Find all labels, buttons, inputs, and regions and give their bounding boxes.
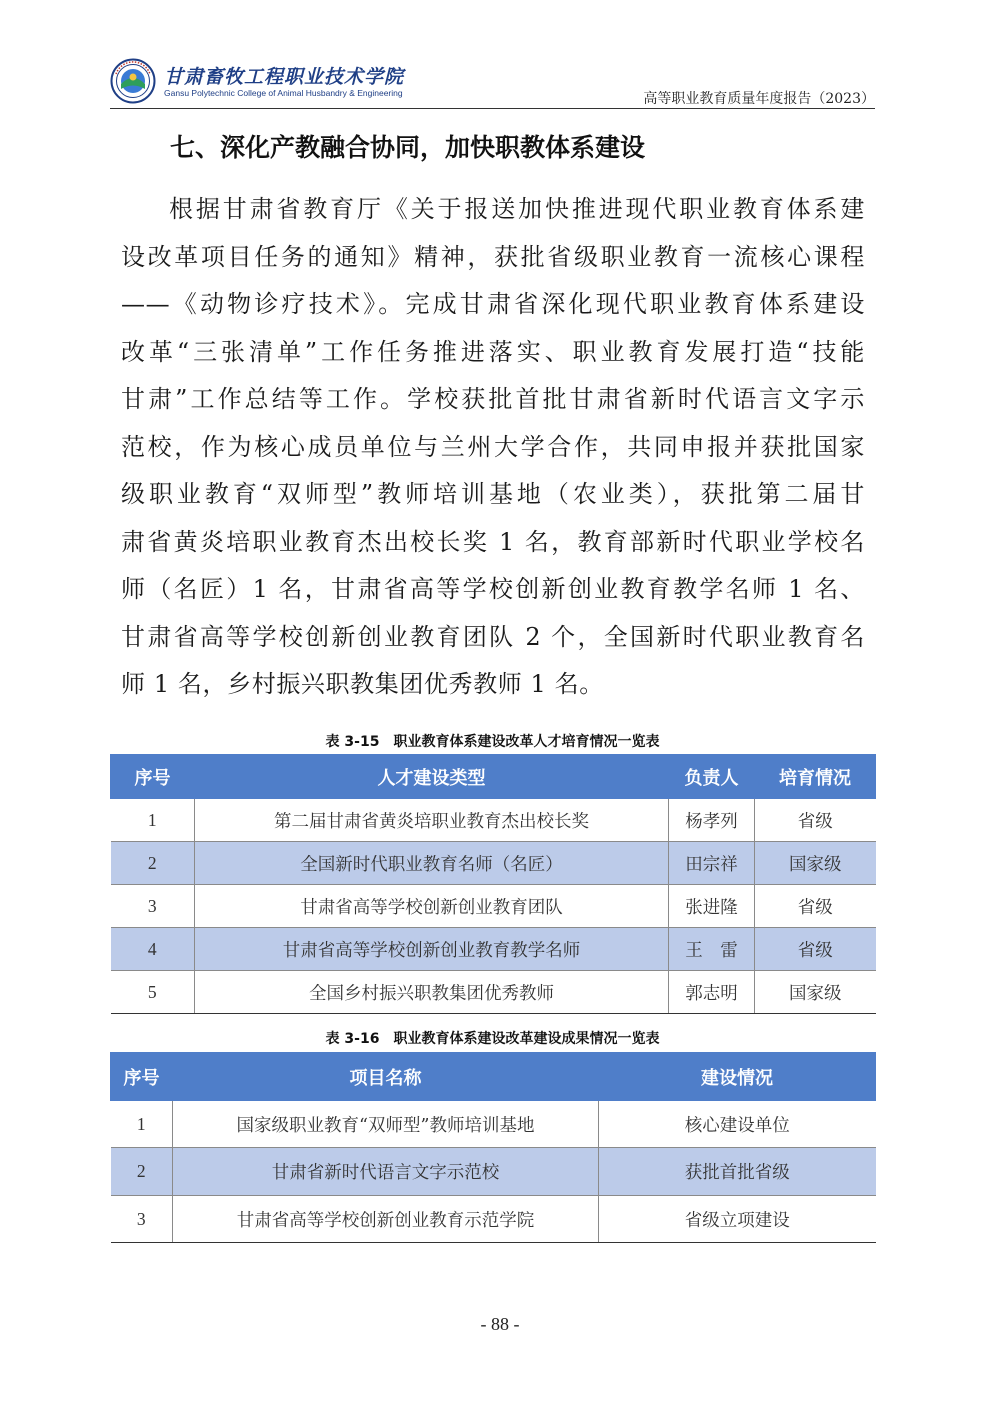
report-title: 高等职业教育质量年度报告（2023） [643,91,875,107]
paragraph-line: 师 1 名，乡村振兴职教集团优秀教师 1 名。 [121,670,604,698]
table-cell: 全国乡村振兴职教集团优秀教师 [195,971,669,1014]
column-header: 负责人 [669,755,755,799]
table-row [111,928,876,971]
table-cell: 省级立项建设 [599,1196,876,1243]
body-paragraph [121,186,865,709]
table-cell: 2 [111,842,195,885]
table-cell: 甘肃省高等学校创新创业教育团队 [195,885,669,928]
table-cell: 5 [111,971,195,1014]
table-header-row [111,755,876,799]
paragraph-line: 范校，作为核心成员单位与兰州大学合作，共同申报并获批国家 [121,432,865,461]
table-row [111,1101,876,1148]
column-header: 培育情况 [755,755,876,799]
section-heading: 七、深化产教融合协同，加快职教体系建设 [170,133,646,162]
table-row [111,799,876,842]
table-row [111,1196,876,1243]
column-header: 序号 [111,1053,173,1101]
paragraph-line: 甘肃”工作总结等工作。学校获批首批甘肃省新时代语言文字示 [121,385,865,413]
paragraph-line: ——《动物诊疗技术》。完成甘肃省深化现代职业教育体系建设 [121,290,865,318]
table-cell: 1 [111,799,195,842]
table-cell: 3 [111,1196,173,1243]
table-cell: 省级 [755,885,876,928]
column-header: 建设情况 [599,1053,876,1101]
talent-table [110,754,876,1014]
table1-caption: 表 3-15 职业教育体系建设改革人才培育情况一览表 [325,734,660,750]
table-cell: 第二届甘肃省黄炎培职业教育杰出校长奖 [195,799,669,842]
paragraph-line: 甘肃省高等学校创新创业教育团队 2 个，全国新时代职业教育名 [121,622,865,651]
table-cell: 4 [111,928,195,971]
table-cell: 王 雷 [669,928,755,971]
header-divider [110,108,875,109]
column-header: 序号 [111,755,195,799]
school-name-en: Gansu Polytechnic College of Animal Husbandry & Engineering [164,88,403,98]
table-cell: 国家级 [755,971,876,1014]
column-header: 项目名称 [173,1053,599,1101]
table-header-row [111,1053,876,1101]
table-row [111,971,876,1014]
school-logo-icon [110,58,156,104]
table-cell: 郭志明 [669,971,755,1014]
table-cell: 省级 [755,799,876,842]
table-cell: 3 [111,885,195,928]
table-cell: 甘肃省新时代语言文字示范校 [173,1148,599,1196]
school-name-cn: 甘肃畜牧工程职业技术学院 [164,66,405,88]
table-row [111,885,876,928]
table-cell: 国家级职业教育“双师型”教师培训基地 [173,1101,599,1148]
table-cell: 省级 [755,928,876,971]
table-cell: 核心建设单位 [599,1101,876,1148]
page-header [110,58,875,110]
paragraph-line: 根据甘肃省教育厅《关于报送加快推进现代职业教育体系建 [169,195,865,223]
table-cell: 甘肃省高等学校创新创业教育示范学院 [173,1196,599,1243]
table-row [111,842,876,885]
table2-caption: 表 3-16 职业教育体系建设改革建设成果情况一览表 [325,1031,660,1047]
paragraph-line: 肃省黄炎培职业教育杰出校长奖 1 名，教育部新时代职业学校名 [121,527,865,556]
table-row [111,1148,876,1196]
achievement-table [110,1052,876,1243]
table-cell: 田宗祥 [669,842,755,885]
page-number: - 88 - [480,1314,520,1334]
paragraph-line: 级职业教育“双师型”教师培训基地（农业类），获批第二届甘 [121,480,865,508]
table-cell: 杨孝列 [669,799,755,842]
paragraph-line: 设改革项目任务的通知》精神，获批省级职业教育一流核心课程 [121,242,865,271]
table-cell: 国家级 [755,842,876,885]
column-header: 人才建设类型 [195,755,669,799]
table-cell: 1 [111,1101,173,1148]
paragraph-line: 师（名匠）1 名，甘肃省高等学校创新创业教育教学名师 1 名、 [121,575,865,603]
table-cell: 甘肃省高等学校创新创业教育教学名师 [195,928,669,971]
table-cell: 获批首批省级 [599,1148,876,1196]
paragraph-line: 改革“三张清单”工作任务推进落实、职业教育发展打造“技能 [121,337,865,366]
table-cell: 张进隆 [669,885,755,928]
table-cell: 2 [111,1148,173,1196]
table-cell: 全国新时代职业教育名师（名匠） [195,842,669,885]
